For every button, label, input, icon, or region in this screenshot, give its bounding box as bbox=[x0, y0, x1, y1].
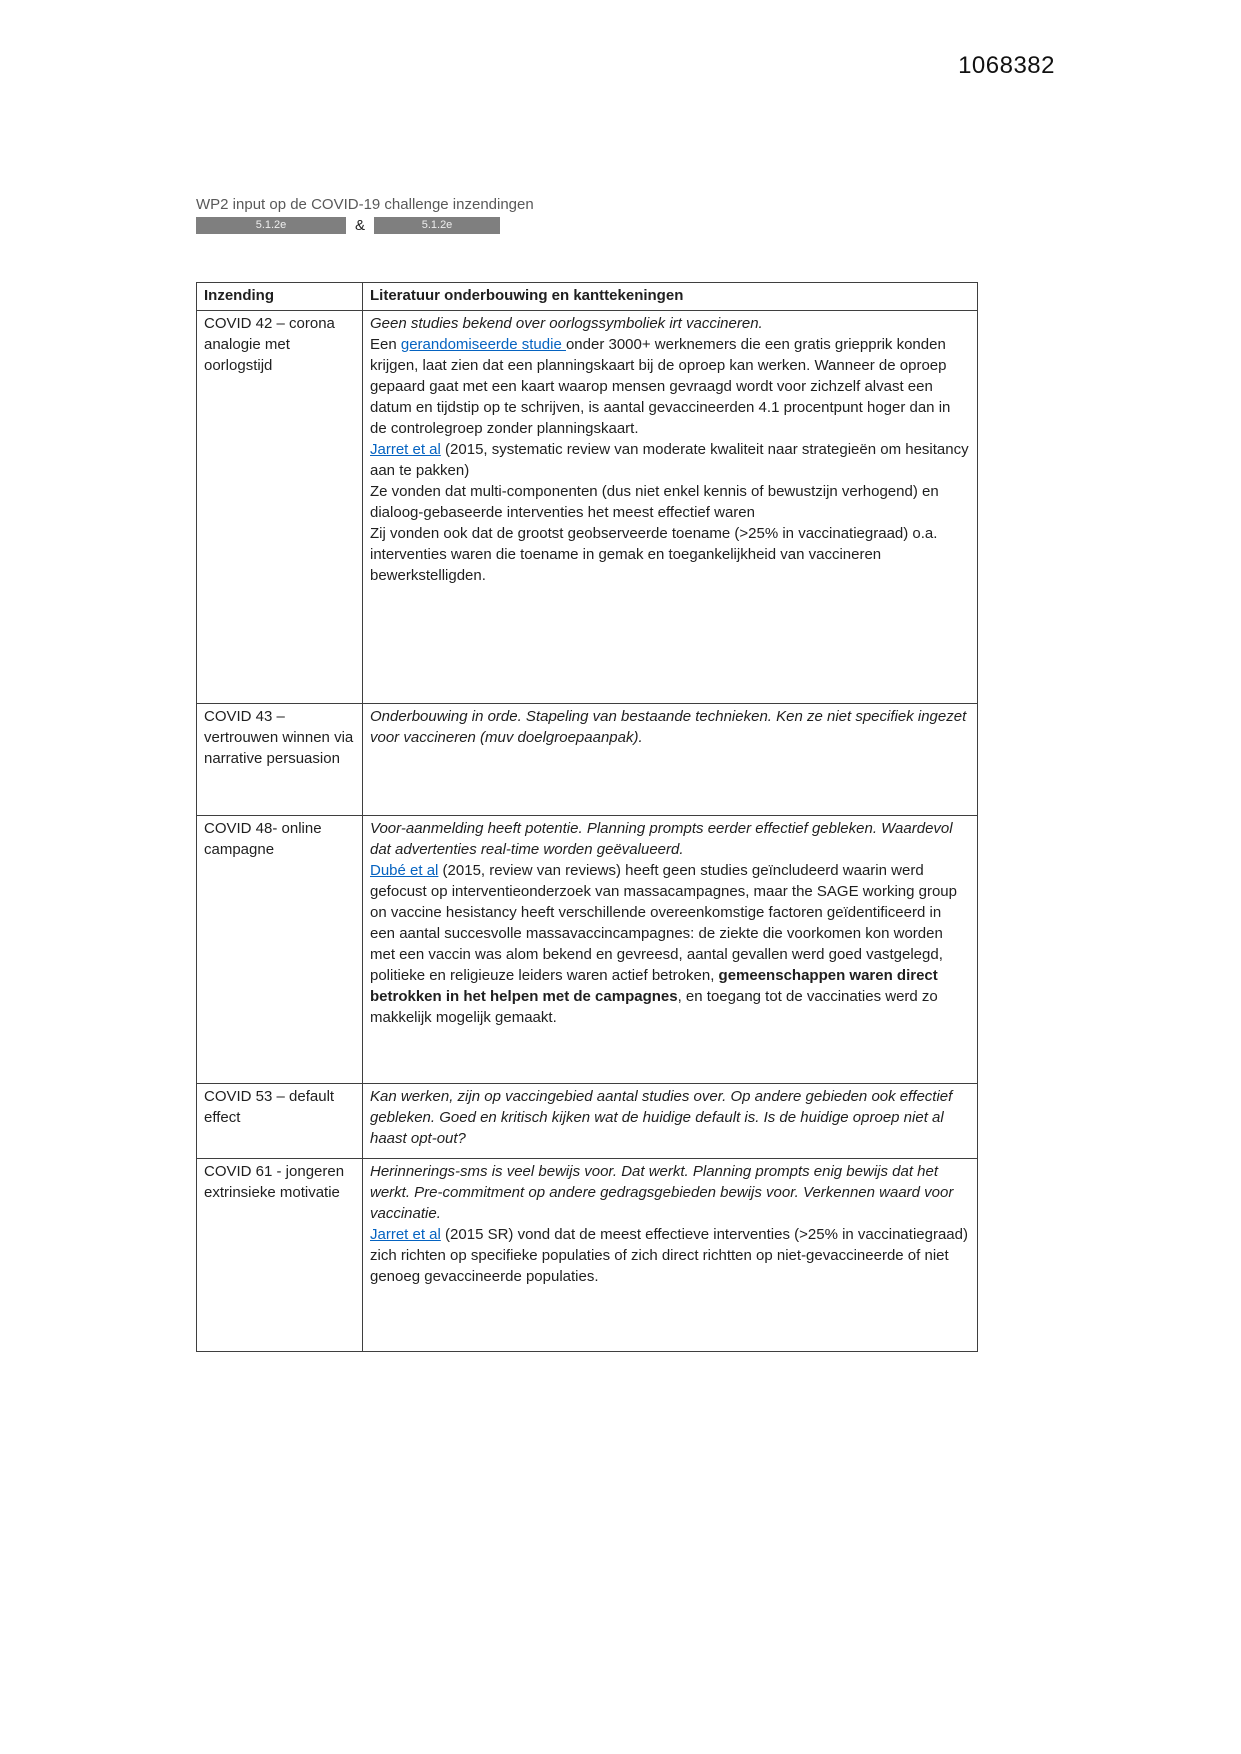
page-number: 1068382 bbox=[958, 52, 1055, 79]
hyperlink-jarret-et-al[interactable]: Jarret et al bbox=[370, 441, 441, 458]
inzending-cell: COVID 53 – default effect bbox=[197, 1084, 363, 1159]
note-text: Kan werken, zijn op vaccingebied aantal studies over. Op andere gebieden ook effectief gebleken. Goed en kritisch kijken wat de huidige default is. Is de huidige oproep niet al haast opt-out? bbox=[370, 1088, 953, 1147]
table-header-row bbox=[197, 283, 978, 311]
literatuur-cell bbox=[363, 311, 978, 704]
ampersand-separator: & bbox=[355, 217, 366, 234]
hyperlink-jarret-et-al[interactable]: Jarret et al bbox=[370, 1226, 441, 1243]
bold-emphasis-text: gemeenschappen waren direct betrokken in het helpen met de campagnes bbox=[370, 967, 938, 1005]
literatuur-cell bbox=[363, 816, 978, 1084]
literatuur-cell bbox=[363, 704, 978, 816]
note-text: Geen studies bekend over oorlogssymboliek irt vaccineren. bbox=[370, 315, 763, 332]
redaction-label: 5.1.2e bbox=[255, 219, 287, 231]
hyperlink-gerandomiseerde-studie[interactable]: gerandomiseerde studie bbox=[400, 336, 566, 353]
redaction-box-left bbox=[196, 217, 346, 234]
literature-table bbox=[196, 282, 978, 1352]
note-text: Onderbouwing in orde. Stapeling van bestaande technieken. Ken ze niet specifiek ingezet voor vaccineren (muv doelgroepaanpak). bbox=[370, 708, 967, 746]
inzending-cell: COVID 61 - jongeren extrinsieke motivatie bbox=[197, 1159, 363, 1352]
paragraph-text: (2015, systematic review van moderate kwaliteit naar strategieën om hesitancy aan te pakken) bbox=[370, 441, 969, 479]
page-heading: WP2 input op de COVID-19 challenge inzendingen bbox=[196, 196, 534, 213]
table-row bbox=[197, 704, 978, 816]
inzending-cell: COVID 48- online campagne bbox=[197, 816, 363, 1084]
table-row bbox=[197, 1084, 978, 1159]
paragraph bbox=[370, 860, 969, 1028]
literatuur-cell bbox=[363, 1084, 978, 1159]
paragraph-text: Een bbox=[370, 336, 401, 353]
paragraph: Zij vonden ook dat de grootst geobserveerde toename (>25% in vaccinatiegraad) o.a. interventies waren die toename in gemak en toegankelijkheid van vaccineren bewerkstelligden. bbox=[370, 525, 938, 584]
table-row bbox=[197, 311, 978, 704]
header-inzending: Inzending bbox=[197, 283, 363, 311]
paragraph-text: (2015 SR) vond dat de meest effectieve interventies (>25% in vaccinatiegraad) zich richten op specifieke populaties of zich direct richtten op niet-gevaccineerde of niet genoeg gevaccineerde populaties. bbox=[370, 1226, 968, 1285]
paragraph bbox=[370, 439, 969, 481]
redaction-row bbox=[196, 217, 500, 234]
note-text: Voor-aanmelding heeft potentie. Planning prompts eerder effectief gebleken. Waardevol dat advertenties real-time worden geëvalueerd. bbox=[370, 820, 953, 858]
hyperlink-dube-et-al[interactable]: Dubé et al bbox=[370, 862, 439, 879]
table-row bbox=[197, 1159, 978, 1352]
paragraph bbox=[370, 334, 969, 439]
paragraph bbox=[370, 1224, 969, 1287]
redaction-label: 5.1.2e bbox=[421, 219, 453, 231]
redaction-box-right bbox=[374, 217, 500, 234]
literatuur-cell bbox=[363, 1159, 978, 1352]
paragraph-text: onder 3000+ werknemers die een gratis griepprik konden krijgen, laat zien dat een planningskaart bij de oproep kan werken. Wanneer de oproep gepaard gaat met een kaart waarop mensen gevraagd wordt voor zichzelf alvast een datum en tijdstip op te schrijven, is aantal gevaccineerden 4.1 procentpunt hoger dan in de controlegroep zonder planningskaart. bbox=[370, 336, 951, 437]
header-literatuur: Literatuur onderbouwing en kanttekeningen bbox=[363, 283, 978, 311]
inzending-cell: COVID 43 – vertrouwen winnen via narrative persuasion bbox=[197, 704, 363, 816]
note-text: Herinnerings-sms is veel bewijs voor. Dat werkt. Planning prompts enig bewijs dat het werkt. Pre-commitment op andere gedragsgebieden bewijs voor. Verkennen waard voor vaccinatie. bbox=[370, 1163, 954, 1222]
paragraph: Ze vonden dat multi-componenten (dus niet enkel kennis of bewustzijn verhogend) en dialoog-gebaseerde interventies het meest effectief waren bbox=[370, 483, 939, 521]
paragraph-text: (2015, review van reviews) heeft geen studies geïncludeerd waarin werd gefocust op interventieonderzoek van massacampagnes, maar the SAGE working group on vaccine hesistancy heeft verschillende overeenkomstige factoren geïdentificeerd in een aantal succesvolle massavaccincampagnes: de ziekte die voorkomen kon worden met een vaccin was alom bekend en gevreesd, aantal gevallen werd goed vastgelegd, politieke en religieuze leiders waren actief betroken, bbox=[370, 862, 957, 984]
paragraph-text: , en toegang tot de vaccinaties werd zo makkelijk mogelijk gemaakt. bbox=[370, 988, 938, 1026]
table-row bbox=[197, 816, 978, 1084]
inzending-cell: COVID 42 – corona analogie met oorlogstijd bbox=[197, 311, 363, 704]
